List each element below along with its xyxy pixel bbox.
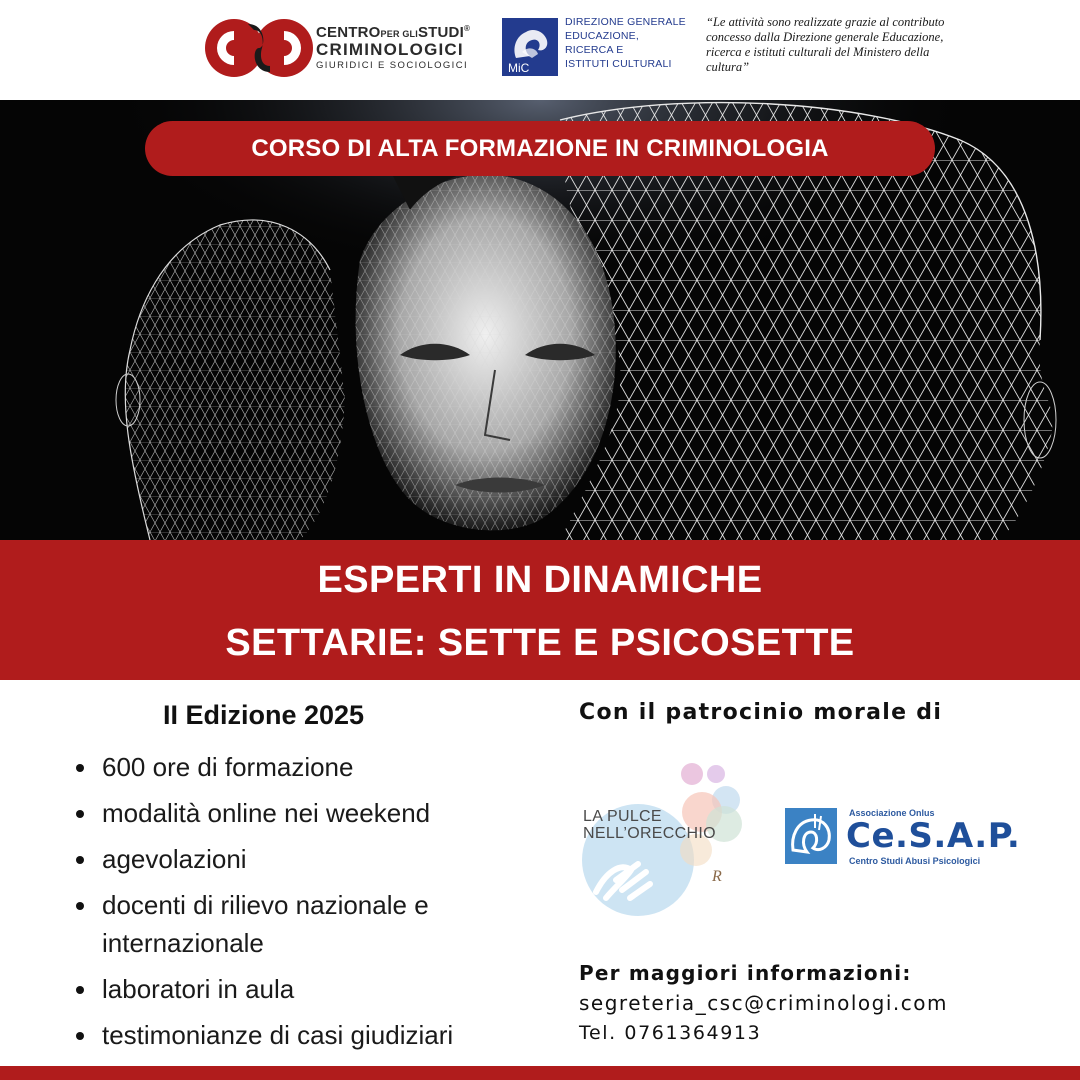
list-item: laboratori in aula xyxy=(74,970,544,1008)
list-item: testimonianze di casi giudiziari xyxy=(74,1016,544,1054)
pulce-line-2: NELL’ORECCHIO xyxy=(583,825,716,842)
mic-line: RICERCA E xyxy=(565,44,624,56)
csc-studi: STUDI xyxy=(417,24,464,41)
csc-criminologici: CRIMINOLOGICI xyxy=(316,40,464,59)
contact-phone[interactable]: Tel. 0761364913 xyxy=(579,1022,762,1044)
cesap-name: Ce.S.A.P. xyxy=(846,816,1021,856)
course-title-line-1: ESPERTI IN DINAMICHE xyxy=(317,559,763,601)
funding-quote: “Le attività sono realizzate grazie al contributo concesso dalla Direzione generale Educazione, ricerca e istituti culturali del Ministero della cultura” xyxy=(706,15,945,74)
list-item: docenti di rilievo nazionale e internazionale xyxy=(74,886,544,962)
mic-wordmark xyxy=(565,15,695,71)
csc-giuridici: GIURIDICI E SOCIOLOGICI xyxy=(316,60,469,71)
feature-list xyxy=(74,748,544,1062)
pulce-line-1: LA PULCE xyxy=(583,808,662,825)
csc-pergli: PER GLI xyxy=(380,29,418,39)
mic-line: DIREZIONE GENERALE xyxy=(565,16,686,28)
mic-line: EDUCAZIONE, xyxy=(565,30,639,42)
mic-logo-icon xyxy=(502,18,558,76)
contact-email[interactable]: segreteria_csc@criminologi.com xyxy=(579,991,948,1015)
patronage-heading: Con il patrocinio morale di xyxy=(579,700,943,725)
cesap-logo-icon xyxy=(785,808,837,864)
list-item: 600 ore di formazione xyxy=(74,748,544,786)
list-item: modalità online nei weekend xyxy=(74,794,544,832)
cesap-subtitle: Centro Studi Abusi Psicologici xyxy=(849,856,981,866)
pulce-wordmark xyxy=(583,808,716,842)
csc-wordmark xyxy=(316,24,486,71)
csc-logo-icon xyxy=(204,18,314,78)
mic-badge: MiC xyxy=(508,61,530,75)
course-label: CORSO DI ALTA FORMAZIONE IN CRIMINOLOGIA xyxy=(145,121,935,176)
mic-line: ISTITUTI CULTURALI xyxy=(565,58,672,70)
list-item: agevolazioni xyxy=(74,840,544,878)
course-title-line-2: SETTARIE: SETTE E PSICOSETTE xyxy=(225,622,855,664)
cesap-assoc: Associazione Onlus xyxy=(849,808,935,818)
csc-registered: ® xyxy=(463,24,471,33)
header xyxy=(0,0,1080,100)
pulce-signature: R xyxy=(712,868,722,885)
edition-heading: II Edizione 2025 xyxy=(163,700,365,730)
bottom-bar xyxy=(0,1066,1080,1080)
csc-centro: CENTRO xyxy=(316,24,381,41)
contact-heading: Per maggiori informazioni: xyxy=(579,961,912,985)
title-band xyxy=(0,540,1080,680)
